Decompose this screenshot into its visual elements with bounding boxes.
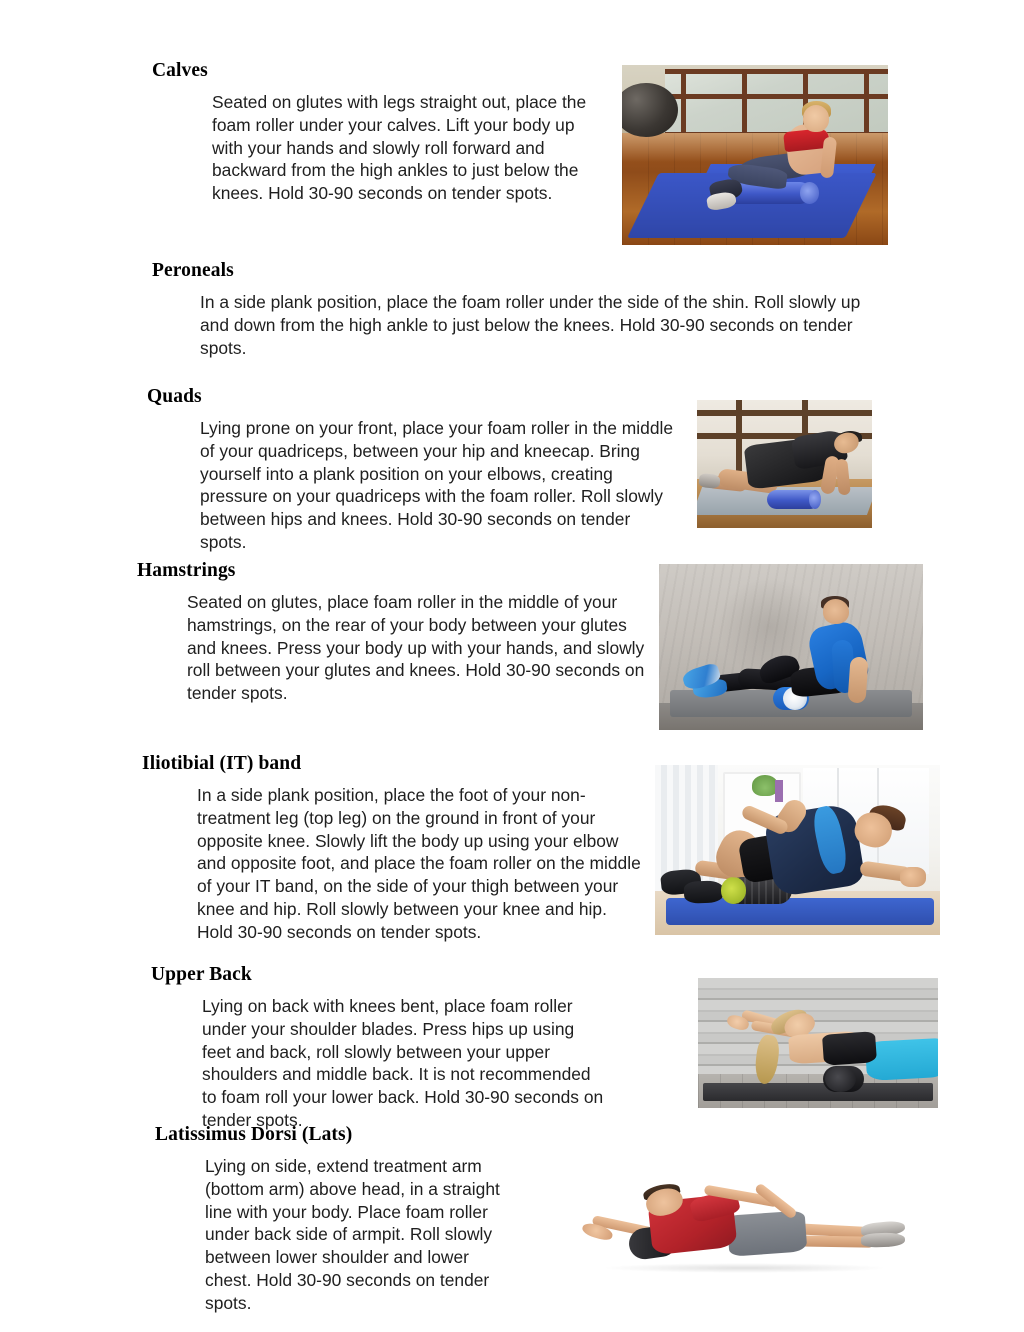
- section-heading-lats: Latissimus Dorsi (Lats): [155, 1124, 353, 1145]
- section-body-lats: Lying on side, extend treatment arm (bottom arm) above head, in a straight line with your body. Place foam roller under back side of armpit. Roll slowly between lower shoulder and lower chest. Hold 30-90 seconds on tender spots.: [205, 1156, 500, 1313]
- section-lats: [155, 1124, 565, 1315]
- section-body-peroneals: In a side plank position, place the foam roller under the side of the shin. Roll slowly up and down from the high ankle to just below the knees. Hold 30-90 seconds on tender spots.: [200, 292, 861, 358]
- section-body-hamstrings: Seated on glutes, place foam roller in the middle of your hamstrings, on the rear of your body between your glutes and knees. Press your body up with your hands, and slowly roll between your glutes and knees. Hold 30-90 seconds on tender spots.: [187, 592, 645, 704]
- photo-upper-back: [698, 978, 938, 1108]
- photo-lats: [575, 1160, 915, 1280]
- photo-hamstrings: [659, 564, 923, 730]
- section-heading-peroneals: Peroneals: [152, 260, 234, 281]
- section-hamstrings: [137, 560, 657, 705]
- section-heading-it-band: Iliotibial (IT) band: [142, 753, 302, 774]
- photo-calves: [622, 65, 888, 245]
- section-body-calves: Seated on glutes with legs straight out, place the foam roller under your calves. Lift your body up with your hands and slowly roll forward and backward from the high ankles to just below the knees. Hold 30-90 seconds on tender spots.: [212, 92, 587, 204]
- section-heading-upper-back: Upper Back: [151, 964, 252, 985]
- section-quads: [147, 386, 687, 554]
- photo-it-band: [655, 765, 940, 935]
- section-heading-hamstrings: Hamstrings: [137, 560, 236, 581]
- section-body-upper-back: Lying on back with knees bent, place foam roller under your shoulder blades. Press hips up using feet and back, roll slowly between your upper shoulders and middle back. It is not recommended to foam roll your lower back. Hold 30-90 seconds on tender spots.: [202, 996, 604, 1130]
- section-heading-calves: Calves: [152, 60, 208, 81]
- section-upper-back: [151, 964, 621, 1132]
- section-body-it-band: In a side plank position, place the foot of your non-treatment leg (top leg) on the ground in front of your opposite knee. Slowly lift the body up using your elbow and opposite foot, and place the foam roller on the middle of your IT band, on the side of your thigh between your knee and hip. Roll slowly between your knee and hip. Hold 30-90 seconds on tender spots.: [197, 785, 641, 942]
- section-heading-quads: Quads: [147, 386, 202, 407]
- section-peroneals: [152, 260, 892, 359]
- photo-quads: [697, 400, 872, 528]
- section-it-band: [142, 753, 662, 944]
- section-body-quads: Lying prone on your front, place your foam roller in the middle of your quadriceps, between your hip and kneecap. Bring yourself into a plank position on your elbows, creating pressure on your quadriceps with the foam roller. Roll slowly between hips and knees. Hold 30-90 seconds on tender spots.: [200, 418, 674, 552]
- section-calves: [152, 60, 602, 205]
